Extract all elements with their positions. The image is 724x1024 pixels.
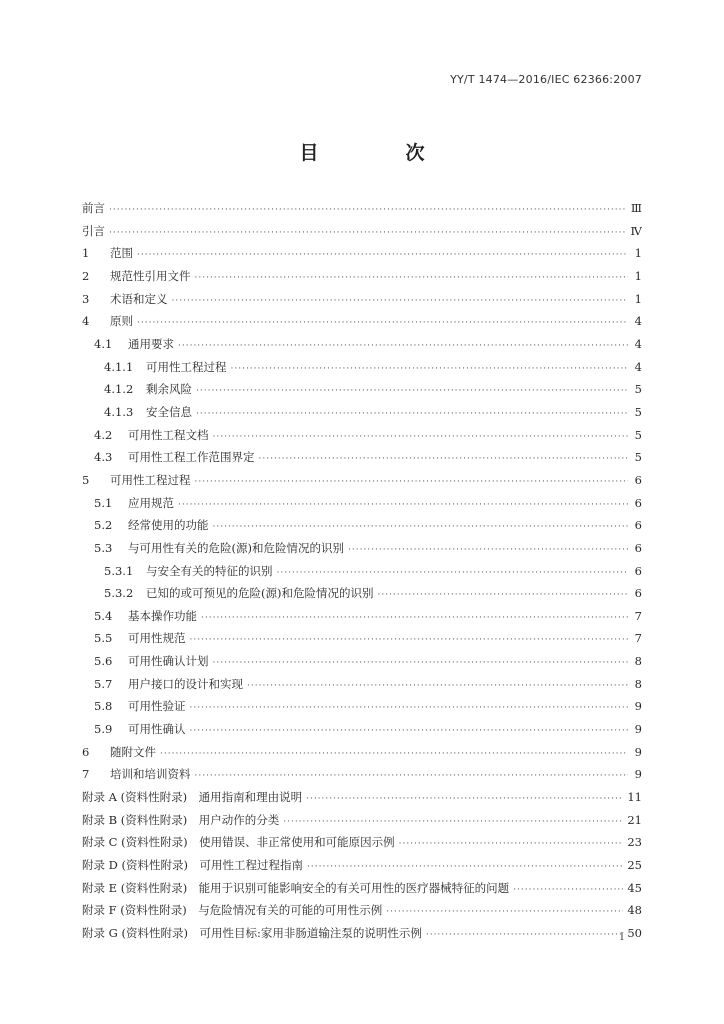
dot-leader <box>513 879 623 900</box>
toc-entry-title: 可用性工程过程 <box>146 359 227 374</box>
toc-entry-title: 安全信息 <box>146 404 192 419</box>
toc-entry-number: 3 <box>82 291 90 306</box>
toc-entry[interactable] <box>82 288 642 311</box>
dot-leader <box>195 765 629 786</box>
toc-entry-title: 基本操作功能 <box>128 608 197 623</box>
toc-entry-title: 可用性验证 <box>128 699 186 714</box>
toc-entry-number: 5.5 <box>94 631 113 646</box>
toc-entry-page: 9 <box>634 722 642 737</box>
toc-entry-title: 附录 A (资料性附录) 通用指南和理由说明 <box>82 790 303 805</box>
toc-title: 目 次 <box>299 142 459 164</box>
page-number: I <box>620 932 624 943</box>
toc-entry-number: 4.1.3 <box>104 404 134 419</box>
toc-entry[interactable] <box>82 492 642 515</box>
toc-entry-page: 21 <box>627 812 642 827</box>
toc-entry-page: 5 <box>634 382 642 397</box>
toc-entry[interactable] <box>82 718 642 741</box>
dot-leader <box>178 494 628 515</box>
dot-leader <box>190 720 629 741</box>
dot-leader <box>195 471 629 492</box>
toc-entry-page: 8 <box>634 676 642 691</box>
toc-entry[interactable] <box>82 741 642 764</box>
toc-entry-number: 4 <box>82 314 90 329</box>
toc-entry[interactable] <box>82 695 642 718</box>
toc-entry-number: 5.7 <box>94 676 113 691</box>
toc-entry[interactable] <box>82 514 642 537</box>
toc-entry-number: 5.3 <box>94 540 113 555</box>
dot-leader <box>213 516 629 537</box>
toc-entry-title: 应用规范 <box>128 495 174 510</box>
dot-leader <box>231 358 629 379</box>
toc-entry-page: 4 <box>634 359 642 374</box>
dot-leader <box>213 652 629 673</box>
dot-leader <box>137 244 628 265</box>
toc-entry-number: 5.8 <box>94 699 113 714</box>
dot-leader <box>426 924 624 945</box>
toc-entry-page: 9 <box>634 744 642 759</box>
toc-entry[interactable] <box>82 809 642 832</box>
toc-entry[interactable] <box>82 265 642 288</box>
dot-leader <box>283 811 623 832</box>
dot-leader <box>196 403 628 424</box>
standard-code: YY/T 1474—2016/IEC 62366:2007 <box>450 73 642 86</box>
toc-entry-number: 4.1 <box>94 336 113 351</box>
dot-leader <box>109 222 627 243</box>
toc-entry-title: 可用性确认 <box>128 722 186 737</box>
toc-entry[interactable] <box>82 673 642 696</box>
toc-entry-number: 7 <box>82 767 90 782</box>
toc-entry-page: 6 <box>634 518 642 533</box>
toc-entry-page: 50 <box>627 926 642 940</box>
dot-leader <box>160 743 628 764</box>
toc-entry-title: 附录 C (资料性附录) 使用错误、非正常使用和可能原因示例 <box>82 835 395 850</box>
toc-entry-page: 6 <box>634 540 642 555</box>
toc-entry-page: 6 <box>634 586 642 601</box>
toc-entry-page: 5 <box>634 427 642 442</box>
toc-entry[interactable] <box>82 197 642 220</box>
dot-leader <box>109 199 627 220</box>
toc-entry-page: 48 <box>627 903 642 918</box>
toc-entry-title: 培训和培训资料 <box>110 767 191 782</box>
toc-entry[interactable] <box>82 560 642 583</box>
dot-leader <box>306 788 623 809</box>
toc-entry-title: 剩余风险 <box>146 382 192 397</box>
toc-entry[interactable] <box>82 424 642 447</box>
toc-entry-number: 5.1 <box>94 495 113 510</box>
toc-entry-title: 随附文件 <box>110 744 156 759</box>
toc-entry[interactable] <box>82 899 642 922</box>
toc-entry-page: 5 <box>634 404 642 419</box>
toc-entry-title: 附录 E (资料性附录) 能用于识别可能影响安全的有关可用性的医疗器械特征的问题 <box>82 880 510 895</box>
table-of-contents <box>82 197 642 945</box>
dot-leader <box>377 584 628 605</box>
toc-entry-number: 2 <box>82 268 90 283</box>
dot-leader <box>213 426 629 447</box>
toc-entry-page: Ⅳ <box>630 223 642 238</box>
toc-entry[interactable] <box>82 310 642 333</box>
toc-entry-page: 6 <box>634 472 642 487</box>
toc-entry-title: 附录 B (资料性附录) 用户动作的分类 <box>82 812 280 827</box>
toc-entry[interactable] <box>82 582 642 605</box>
toc-entry[interactable] <box>82 922 642 945</box>
dot-leader <box>247 675 628 696</box>
toc-entry-title: 术语和定义 <box>110 291 168 306</box>
toc-entry[interactable] <box>82 650 642 673</box>
toc-entry[interactable] <box>82 378 642 401</box>
dot-leader <box>277 562 629 583</box>
toc-entry[interactable] <box>82 854 642 877</box>
dot-leader <box>348 539 628 560</box>
toc-entry-title: 用户接口的设计和实现 <box>128 676 243 691</box>
toc-entry-page: 4 <box>634 336 642 351</box>
toc-entry-title: 可用性工程过程 <box>110 472 191 487</box>
dot-leader <box>195 267 629 288</box>
toc-entry-title: 范围 <box>110 246 133 261</box>
toc-entry-page: 9 <box>634 699 642 714</box>
toc-entry[interactable] <box>82 242 642 265</box>
toc-entry-title: 经常使用的功能 <box>128 518 209 533</box>
dot-leader <box>196 380 628 401</box>
toc-entry-title: 附录 D (资料性附录) 可用性工程过程指南 <box>82 858 304 873</box>
toc-entry[interactable] <box>82 877 642 900</box>
toc-entry-page: 8 <box>634 654 642 669</box>
toc-entry-title: 原则 <box>110 314 133 329</box>
toc-entry-title: 附录 G (资料性附录) 可用性目标:家用非肠道输注泵的说明性示例 <box>82 926 422 940</box>
toc-entry-title: 可用性确认计划 <box>128 654 209 669</box>
toc-entry-page: 45 <box>627 880 642 895</box>
toc-entry[interactable] <box>82 763 642 786</box>
toc-entry-number: 5.4 <box>94 608 113 623</box>
toc-entry[interactable] <box>82 220 642 243</box>
toc-entry-number: 5 <box>82 472 90 487</box>
toc-entry-page: 6 <box>634 563 642 578</box>
toc-entry-number: 4.1.2 <box>104 382 134 397</box>
toc-entry-page: 7 <box>634 631 642 646</box>
dot-leader <box>259 448 629 469</box>
toc-entry-page: 7 <box>634 608 642 623</box>
toc-entry-number: 5.6 <box>94 654 113 669</box>
toc-entry[interactable] <box>82 401 642 424</box>
dot-leader <box>178 335 628 356</box>
toc-entry-number: 4.3 <box>94 450 113 465</box>
toc-entry-number: 5.2 <box>94 518 113 533</box>
toc-entry-title: 可用性规范 <box>128 631 186 646</box>
toc-entry-title: 与安全有关的特征的识别 <box>146 563 273 578</box>
toc-entry[interactable] <box>82 333 642 356</box>
toc-entry-page: Ⅲ <box>630 201 642 215</box>
toc-entry-number: 4.1.1 <box>104 359 134 374</box>
toc-entry-title: 可用性工程工作范围界定 <box>128 450 255 465</box>
toc-entry-number: 1 <box>82 246 90 261</box>
toc-entry-page: 6 <box>634 495 642 510</box>
toc-entry[interactable] <box>82 356 642 379</box>
toc-entry[interactable] <box>82 831 642 854</box>
toc-entry-page: 25 <box>627 858 642 873</box>
toc-entry[interactable] <box>82 627 642 650</box>
toc-entry-page: 1 <box>634 291 642 306</box>
toc-entry-page: 1 <box>634 246 642 261</box>
dot-leader <box>137 312 628 333</box>
toc-entry-title: 可用性工程文档 <box>128 427 209 442</box>
toc-entry-title: 已知的或可预见的危险(源)和危险情况的识别 <box>146 586 374 601</box>
toc-entry-title: 规范性引用文件 <box>110 268 191 283</box>
toc-entry-title: 引言 <box>82 223 105 238</box>
toc-entry[interactable] <box>82 537 642 560</box>
toc-entry-title: 通用要求 <box>128 336 174 351</box>
toc-entry-page: 11 <box>627 790 642 805</box>
toc-entry-page: 23 <box>627 835 642 850</box>
toc-entry-page: 4 <box>634 314 642 329</box>
dot-leader <box>190 697 629 718</box>
toc-entry-page: 1 <box>634 268 642 283</box>
toc-entry-number: 5.3.1 <box>104 563 134 578</box>
toc-entry[interactable] <box>82 446 642 469</box>
toc-entry[interactable] <box>82 469 642 492</box>
toc-entry-page: 5 <box>634 450 642 465</box>
toc-entry-number: 6 <box>82 744 90 759</box>
toc-entry-page: 9 <box>634 767 642 782</box>
toc-entry-number: 5.9 <box>94 722 113 737</box>
toc-entry-number: 5.3.2 <box>104 586 134 601</box>
toc-entry-title: 前言 <box>82 201 105 215</box>
dot-leader <box>399 833 624 854</box>
toc-entry-title: 附录 F (资料性附录) 与危险情况有关的可能的可用性示例 <box>82 903 383 918</box>
toc-entry-number: 4.2 <box>94 427 113 442</box>
dot-leader <box>172 290 629 311</box>
dot-leader <box>307 856 623 877</box>
dot-leader <box>190 629 629 650</box>
toc-entry[interactable] <box>82 605 642 628</box>
toc-entry[interactable] <box>82 786 642 809</box>
dot-leader <box>201 607 628 628</box>
dot-leader <box>386 901 623 922</box>
toc-entry-title: 与可用性有关的危险(源)和危险情况的识别 <box>128 540 344 555</box>
